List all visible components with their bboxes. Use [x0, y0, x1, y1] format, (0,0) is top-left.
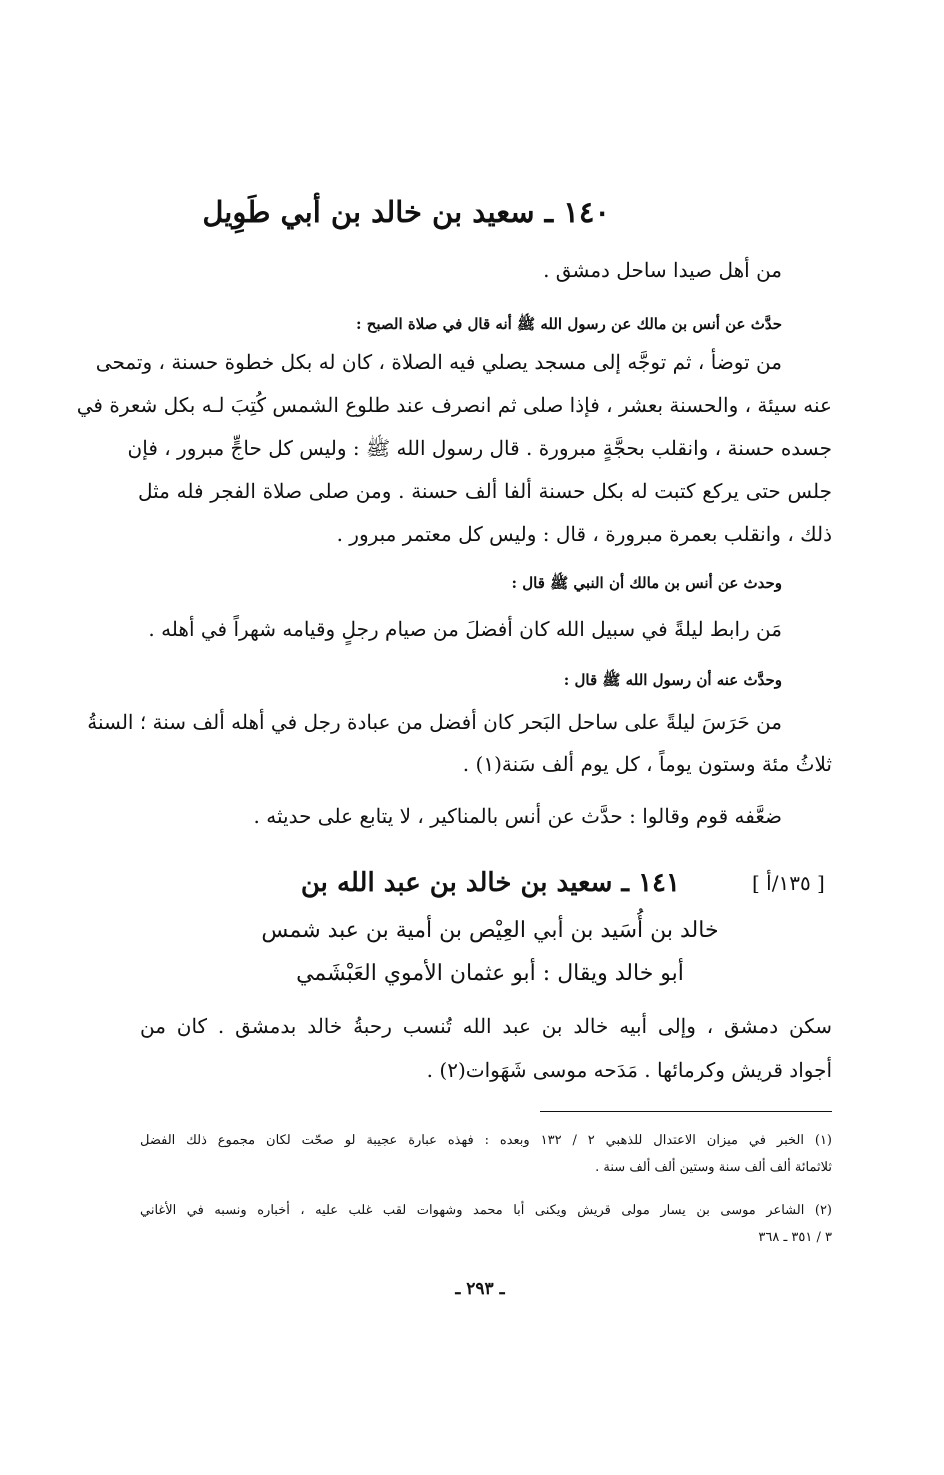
- hadith-1-line: جسده حسنة ، وانقلب بحجَّةٍ مبرورة . قال رسول الله ﷺ : وليس كل حاجٍّ مبرور ، فإن: [127, 436, 832, 460]
- entry-141-title: ١٤١ ـ سعيد بن خالد بن عبد الله بن: [300, 868, 680, 898]
- hadith-1-line: جلس حتى يركع كتبت له بكل حسنة ألفا ألف حسنة . ومن صلى صلاة الفجر فله مثل: [138, 479, 832, 503]
- footnote-2-line: ٣ / ٣٥١ ـ ٣٦٨: [758, 1230, 832, 1245]
- entry-141-lineage: خالد بن أُسَيد بن أبي العِيْص بن أمية بن عبد شمس: [261, 918, 719, 943]
- footnote-1-line: (١) الخبر في ميزان الاعتدال للذهبي ٢ / ١٣٢ وبعده : فهذه عبارة عجيبة لو صحّت لكان مجموع ذلك الفضل: [140, 1133, 832, 1148]
- hadith-2-intro: وحدث عن أنس بن مالك أن النبي ﷺ قال :: [511, 574, 782, 592]
- page-number: ـ ٢٩٣ ـ: [455, 1279, 505, 1299]
- footnote-1-line: ثلاثمائة ألف ألف سنة وستين ألف ألف سنة .: [595, 1160, 832, 1175]
- entry-141-kunya: أبو خالد ويقال : أبو عثمان الأموي العَبْشَمي: [296, 961, 684, 986]
- entry-140-title: ١٤٠ ـ سعيد بن خالد بن أبي طَوِيل: [202, 195, 610, 229]
- entry-140-origin: من أهل صيدا ساحل دمشق .: [543, 258, 782, 282]
- folio-marker: [ ١٣٥/أ ]: [752, 871, 825, 895]
- hadith-1-line: ذلك ، وانقلب بعمرة مبرورة ، قال : وليس كل معتمر مبرور .: [336, 522, 832, 546]
- footnote-2-line: (٢) الشاعر موسى بن يسار مولى قريش ويكنى أبا محمد وشهوات لقب غلب عليه ، أخباره ونسبه في الأغاني: [140, 1203, 832, 1218]
- hadith-2-line: مَن رابط ليلةً في سبيل الله كان أفضلَ من صيام رجلٍ وقيامه شهراً في أهله .: [148, 617, 782, 641]
- hadith-3-line: ثلاثُ مئة وستون يوماً ، كل يوم ألف سَنة(١) .: [462, 752, 832, 776]
- hadith-1-line: عنه سيئة ، والحسنة بعشر ، فإذا صلى ثم انصرف عند طلوع الشمس كُتِبَ لـه بكل شعرة في: [76, 393, 832, 417]
- footnote-separator: [540, 1111, 832, 1112]
- entry-140-verdict: ضعَّفه قوم وقالوا : حدَّث عن أنس بالمناكير ، لا يتابع على حديثه .: [253, 804, 782, 828]
- entry-141-body-line: سكن دمشق ، وإلى أبيه خالد بن عبد الله تُنسب رحبةُ خالد بدمشق . كان من: [140, 1014, 832, 1038]
- entry-141-body-line: أجواد قريش وكرمائها . مَدَحه موسى شَهَوات(٢) .: [426, 1058, 832, 1082]
- hadith-3-line: من حَرَسَ ليلةً على ساحل البَحر كان أفضل من عبادة رجل في أهله ألف سنة ؛ السنةُ: [87, 710, 782, 734]
- hadith-1-line: من توضأ ، ثم توجَّه إلى مسجد يصلي فيه الصلاة ، كان له بكل خطوة حسنة ، وتمحى: [95, 350, 782, 374]
- hadith-3-intro: وحدَّث عنه أن رسول الله ﷺ قال :: [563, 671, 782, 689]
- hadith-1-intro: حدَّث عن أنس بن مالك عن رسول الله ﷺ أنه قال في صلاة الصبح :: [355, 315, 782, 333]
